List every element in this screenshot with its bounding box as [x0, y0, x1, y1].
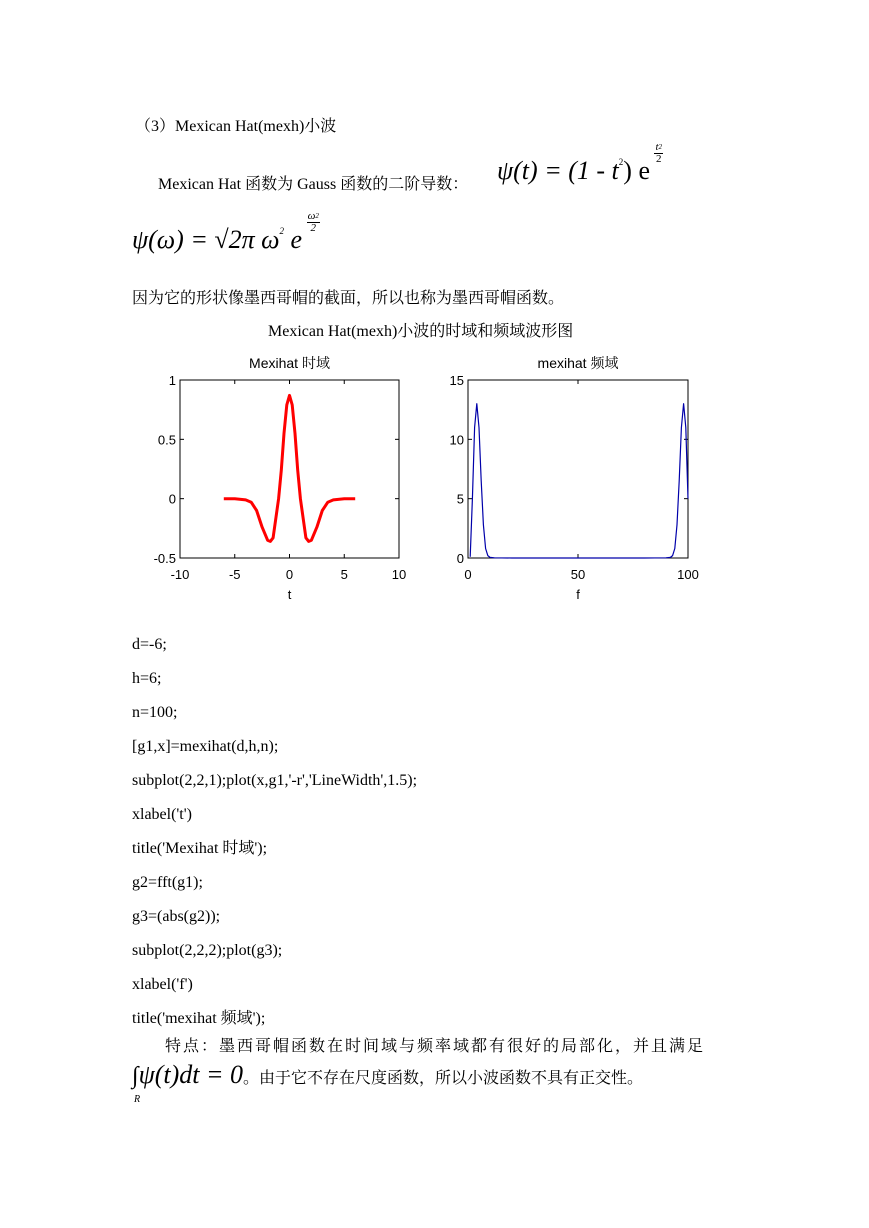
- y-tick-label: 0: [456, 551, 464, 566]
- x-tick-label: -10: [170, 567, 190, 582]
- integral-subscript: R: [134, 1094, 141, 1105]
- x-tick-label: -5: [228, 567, 241, 582]
- x-tick-label: 10: [391, 567, 407, 582]
- formula1-lhs: ψ(t) = (1 - t: [497, 156, 619, 185]
- y-tick-label: 0: [168, 491, 176, 507]
- formula2-e: e: [290, 225, 303, 254]
- y-tick-label: 5: [456, 491, 464, 507]
- x-tick-label: 5: [340, 567, 348, 582]
- description-sentence: 因为它的形状像墨西哥帽的截面，所以也称为墨西哥帽函数。: [132, 290, 565, 307]
- formula2-exp-den: 2: [310, 221, 316, 234]
- formula1-exp-num-sq: 2: [658, 142, 663, 151]
- x-tick-label: 100: [677, 567, 699, 582]
- code-line: subplot(2,2,2);plot(g3);: [132, 942, 283, 959]
- formula1-sq: 2: [618, 157, 624, 167]
- x-tick-label: 50: [570, 567, 586, 582]
- formula2-sq: 2: [279, 226, 285, 236]
- x-axis-label: f: [576, 587, 580, 602]
- code-line: xlabel('f'): [132, 976, 193, 993]
- chart-time-domain: [154, 355, 407, 602]
- code-block: [132, 628, 417, 1036]
- formula2-exp-num: ω: [307, 209, 316, 222]
- code-line: xlabel('t'): [132, 806, 192, 823]
- chart-title: Mexihat 时域: [249, 355, 330, 371]
- figure-charts: [140, 345, 720, 610]
- code-line: g2=fft(g1);: [132, 874, 203, 891]
- y-tick-label: 1: [168, 373, 176, 388]
- intro-text: Mexican Hat 函数为 Gauss 函数的二阶导数：: [158, 176, 469, 193]
- formula1-exp-num: t: [655, 140, 659, 153]
- integral-sign: ∫: [132, 1063, 139, 1089]
- chart-frequency-domain: [450, 355, 699, 602]
- x-tick-label: 0: [285, 567, 294, 582]
- code-line: [g1,x]=mexihat(d,h,n);: [132, 738, 279, 755]
- conclusion-text: 。由于它不存在尺度函数，所以小波函数不具有正交性。: [243, 1070, 644, 1087]
- formula-psi-t: [497, 140, 663, 186]
- y-tick-label: 10: [449, 432, 464, 448]
- formula1-exponent: [654, 142, 663, 165]
- code-line: title('mexihat 频域');: [132, 1010, 266, 1027]
- formula2-lhs: ψ(ω) = √2π ω: [132, 225, 280, 254]
- y-tick-label: 0.5: [157, 432, 176, 448]
- formula2-exp-num-sq: 2: [315, 211, 319, 220]
- code-line: d=-6;: [132, 636, 167, 653]
- formula2-exponent: [307, 211, 320, 234]
- plot-frame: [468, 380, 688, 558]
- y-tick-label: 15: [449, 373, 464, 388]
- code-line: g3=(abs(g2));: [132, 908, 221, 925]
- formula-psi-omega: [132, 209, 320, 255]
- formula1-rhs: ) e: [623, 156, 650, 185]
- chart-title: mexihat 频域: [537, 355, 619, 371]
- formula1-exp-den: 2: [656, 152, 662, 165]
- x-axis-label: t: [287, 587, 292, 602]
- code-line: subplot(2,2,1);plot(x,g1,'-r','LineWidth',1.5);: [132, 772, 418, 789]
- code-line: title('Mexihat 时域');: [132, 840, 268, 857]
- y-tick-label: -0.5: [153, 551, 176, 566]
- integral-line: [132, 1060, 643, 1090]
- section-heading: （3）Mexican Hat(mexh)小波: [135, 118, 337, 135]
- features-text: 特点：墨西哥帽函数在时间域与频率域都有很好的局部化，并且满足: [165, 1038, 706, 1055]
- code-line: h=6;: [132, 670, 162, 687]
- plot-frame: [180, 380, 399, 558]
- integral-body: ψ(t)dt = 0: [138, 1060, 244, 1089]
- x-tick-label: 0: [464, 567, 472, 582]
- figure-caption: Mexican Hat(mexh)小波的时域和频域波形图: [268, 323, 574, 340]
- code-line: n=100;: [132, 704, 178, 721]
